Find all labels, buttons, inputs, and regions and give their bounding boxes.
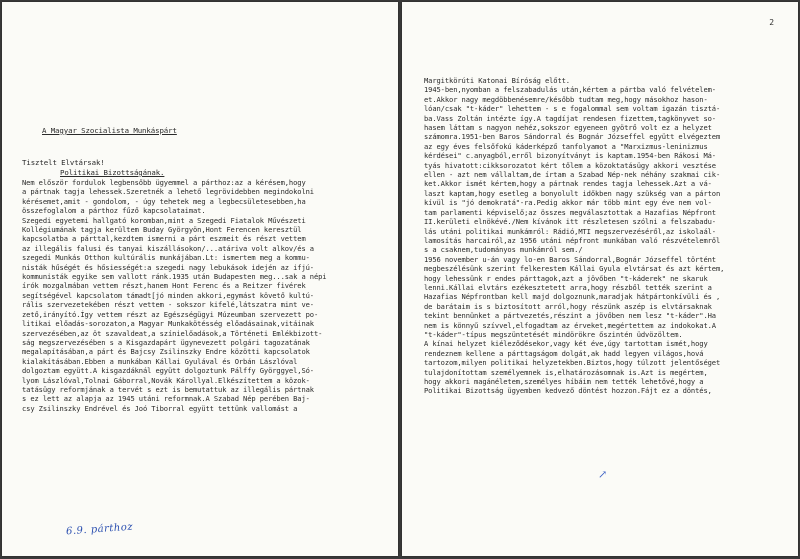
- left-body-line: segítségével kapcsolatom támadt[jó minden akkori,egymást követő kultú-: [22, 290, 314, 300]
- left-body-line: szervezésében,az öt szavaldeat,a színielőadások,a Történeti Emlékbizott-: [22, 328, 323, 338]
- right-body-line: tulajdonítottam személyemnek is,elhatározásomnak is.Azt is megértem,: [424, 367, 708, 377]
- right-body-line: tekint bennünket a pártvezetés,részint a jövőben nem lesz "t-káder".Ha: [424, 311, 716, 321]
- letter-body-left: [22, 178, 326, 413]
- left-body-line: lyom Lászlóval,Tolnai Gáborral,Novák Károllyal.Elkészítettem a közok-: [22, 375, 310, 385]
- letter-body-right: [424, 76, 724, 396]
- left-body-line: nisták hűségét és hősiességét:a szegedi nagy lebukások idején az ifjú-: [22, 262, 314, 272]
- right-body-line: kívül is "jó demokratá"-ra.Pedig akkor már több mint egy éve nem vol-: [424, 198, 712, 208]
- right-body-line: tartozom,milyen politikai helyzetekben.Biztos,hogy túlzott jelentőséget: [424, 358, 721, 368]
- handwritten-note: 6.9. párthoz: [65, 521, 134, 538]
- right-body-line: "t-káder"-típus megszüntetését mindörökre őszintén üdvözöltem.: [424, 329, 683, 339]
- page-left: [2, 2, 398, 556]
- right-body-line: Hazafias Népfrontban kell majd dolgoznunk,maradjak hátpártonkívüli és ,: [424, 292, 721, 302]
- right-body-line: az egy éves felsőfokú káderképző tanfolyamot a "Marxizmus-leninizmus: [424, 141, 708, 151]
- right-body-line: A kínai helyzet kiéleződésekor,vagy két éve,úgy tartottam ismét,hogy: [424, 339, 708, 349]
- left-body-line: kialakításában.Ebben a munkában Kállai Gyulával és Orbán Lászlóval: [22, 356, 298, 366]
- right-body-line: lás utáni politikai munkámról: Rádió,MTI megszervezéséről,az iskolaál-: [424, 226, 716, 236]
- right-body-line: tam parlamenti képviselő;az összes megválasztottak a Hazafias Népfront: [424, 207, 716, 217]
- pen-correction-mark: ↗: [598, 468, 608, 481]
- right-body-line: laszt kaptam,hogy esetleg a bonyolult időkben nagy szükség van a párton: [424, 188, 721, 198]
- page-right: [402, 2, 798, 556]
- right-body-line: Margitkörúti Katonai Bíróság előtt.: [424, 76, 570, 85]
- right-body-line: kérdései" c.anyagból,erről bizonyítványt is kaptam.1954-ben Rákosi Má-: [424, 151, 716, 161]
- right-body-line: nem is könnyű szívvel,elfogadtam az érveket,megértettem az indokokat.A: [424, 320, 716, 330]
- right-body-line: tyás hivatott:cikksorozatot kért tőlem a közoktatásügy akkori vesztése: [424, 160, 716, 170]
- right-body-line: ket.Akkor ismét kértem,hogy a pártnak rendes tagja lehessek.Azt a vá-: [424, 179, 712, 189]
- left-body-line: írók mozgalmában vettem részt,hanem Hont Ferenc és a Reitzer fivérek: [22, 281, 306, 291]
- left-body-line: Nem először fordulok legbensőbb ügyemmel a párthoz:az a kérésem,hogy: [22, 178, 306, 187]
- addressee-line-1: A Magyar Szocialista Munkáspárt: [42, 126, 177, 135]
- salutation: Tisztelt Elvtársak!: [22, 158, 105, 167]
- right-body-line: lóan/csak "t-káder" lehettem - s e fogalommal sem voltam igazán tisztá-: [424, 104, 721, 114]
- left-body-line: Kollégiumának tagja kerültem Buday Györgyön,Hont Ferencen keresztül: [22, 225, 302, 235]
- left-body-line: összefoglalom a párthoz fűző kapcsolataimat.: [22, 206, 206, 216]
- right-body-line: de barátaim is s biztosított arról,hogy részünk aszép is elvtársaknak: [424, 301, 712, 311]
- addressee-line-2: Politikai Bizottságának.: [60, 168, 165, 177]
- left-body-line: kapcsolatba a párttal,kezdtem ismerni a párt eszmeit és részt vettem: [22, 234, 306, 244]
- left-body-line: s ez lett az alapja az 1945 utáni reformnak.A Szabad Nép perében Baj-: [22, 394, 310, 404]
- right-body-line: lamosítás harcairól,az 1956 utáni népfront munkában való részvételemről: [424, 235, 721, 245]
- page-number: 2: [769, 18, 774, 27]
- left-body-line: szegedi Munkás Otthon kultúrális munkájában.Lt: ismertem meg a kommu-: [22, 253, 310, 263]
- right-body-line: számomra.1951-ben Baros Sándorral és Bognár Józseffel együtt elvégeztem: [424, 132, 721, 142]
- right-body-line: II.kerületi elnökévé./Nem kívánok itt részletesen szólni a felszabadu-: [424, 217, 716, 227]
- right-body-line: lenni.Kállai elvtárs ezékesztetett arra,hogy részből tették szerint a: [424, 282, 712, 292]
- left-body-line: rális szervezetekében részt vettem - sokszor kifelé,látszatra mint ve-: [22, 300, 314, 310]
- right-body-line: 1956 november u-án vagy lo-en Baros Sándorral,Bognár Józseffel történt: [424, 254, 716, 264]
- left-body-line: kommunisták egyike sem vallott ránk.1935 után Budapesten meg...sak a népi: [22, 272, 327, 282]
- left-body-line: ság megszervezésében s a Kisgazdapárt ügynevezett polgári tagozatának: [22, 337, 310, 347]
- right-body-line: hasem láttam s nagyon nehéz,sokszor egyeneen gyötrő volt ez a helyzet: [424, 123, 712, 133]
- left-body-line: tatásügy reformjának a tervét s ezt is bemutattuk az illegális pártnak: [22, 384, 314, 394]
- right-body-line: megbeszélésünk szerint felkerestem Kállai Gyula elvtársat és azt kértem,: [424, 264, 725, 274]
- left-body-line: csy Zsilinszky Endrével és Joó Tiborral együtt tettünk vallomást a: [22, 403, 298, 413]
- left-body-line: Szegedi egyetemi hallgató koromban,mint a Szegedi Fiatalok Művészeti: [22, 215, 306, 225]
- right-body-line: ba.Vass Zoltán intézte így.A tagdíjat rendesen fizettem,tagkönyvet so-: [424, 113, 716, 123]
- left-body-line: kérésemet,amit - gondolom, - úgy tehetek meg a legbecsületesebben,ha: [22, 196, 306, 206]
- left-body-line: dolgoztam együtt.A kisgazdáknál együtt dolgoztunk Pálffy Györggyel,Só-: [22, 366, 314, 376]
- left-body-line: megalapításában,a párt és Bajcsy Zsilinszky Endre közötti kapcsolatok: [22, 347, 310, 357]
- left-body-line: zető,irányító.Így vettem részt az Egészségügyi Múzeumban szervezett po-: [22, 309, 319, 319]
- right-body-line: hogy akkori magánéletem,személyes híbáim nem tették lehetővé,hogy a: [424, 377, 704, 386]
- right-body-line: s a csaknem,tudományos munkámról sem./: [424, 245, 583, 255]
- right-body-line: rendeznem kellene a párttagságom dolgát,ak hadd legyen világos,hová: [424, 348, 704, 358]
- right-body-line: 1945-ben,nyomban a felszabadulás után,kértem a pártba való felvételem-: [424, 85, 716, 95]
- right-body-line: et.Akkor nagy megdöbbenésemre/később tudtam meg,hogy másokhoz hason-: [424, 94, 708, 104]
- left-body-line: a pártnak tagja lehessek.Szeretnék a lehető legrövidebben megindokolni: [22, 187, 314, 197]
- left-body-line: litikai előadás-sorozaton,a Magyar Munkakötésség előadásainak,vitáinak: [22, 319, 314, 329]
- right-body-line: Politikai Bizottság ügyemben kedvező döntést hozzon.Fájt ez a döntés,: [424, 386, 712, 396]
- right-body-line: ellen - azt nem vállaltam,de írtam a Szabad Nép-nek néhány szakmai cik-: [424, 170, 721, 180]
- right-body-line: hogy lehessünk r endes párttagok,azt a jövőben "t-káderek" ne skaruk: [424, 273, 708, 283]
- left-body-line: az illegális falusi és tanyai kiszállásokon/...atáriva volt alkov/és a: [22, 243, 314, 253]
